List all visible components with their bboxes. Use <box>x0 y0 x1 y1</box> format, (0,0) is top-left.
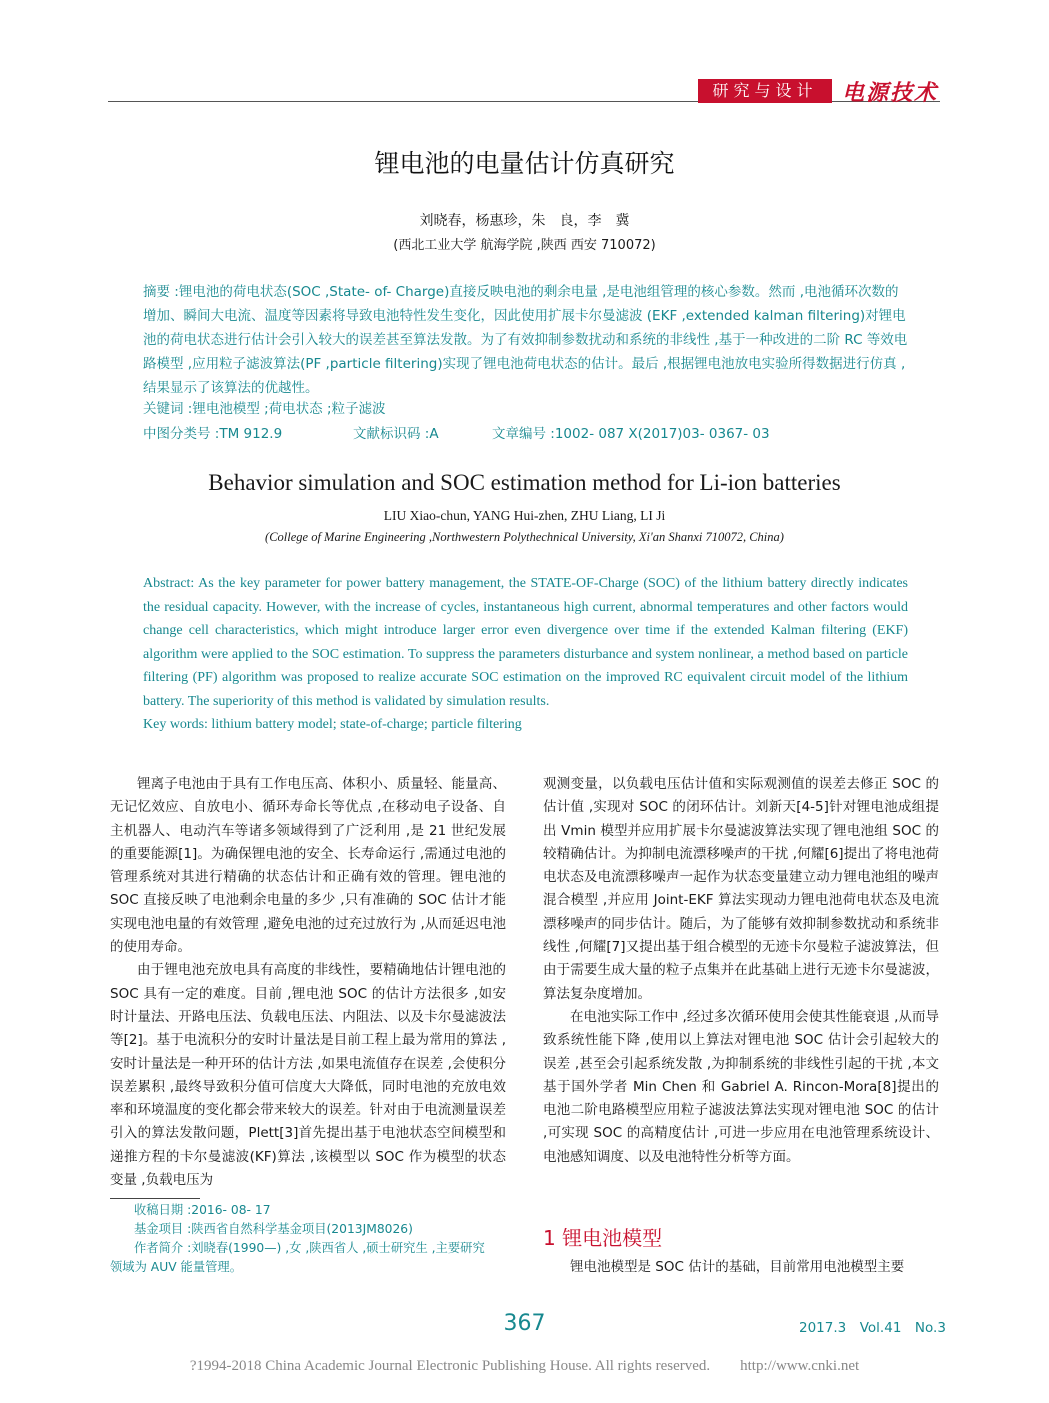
abstract-en: Abstract: As the key parameter for power battery management, the STATE-OF-Charge (SOC) of the lithium battery directly indicates the residual capacity. However, with the increase of cycles, instantaneous high current, abnormal temperatures and other factors would change cell characteristics, which might introduce larger error even divergence over time if the extended Kalman filtering (EKF) algorithm were applied to the SOC estimation. To suppress the parameters disturbance and system nonlinear, a method based on particle filtering (PF) algorithm was proposed to realize accurate SOC estimation on the improved RC equivalent circuit model of the lithium battery. The superiority of this method is validated by simulation results. <box>143 576 908 709</box>
author-bio-cont: 领域为 AUV 能量管理。 <box>110 1260 243 1274</box>
copyright-watermark: ?1994-2018 China Academic Journal Electronic Publishing House. All rights reserved. http://www.cnki.net <box>189 1358 860 1374</box>
footnote-rule <box>110 1198 200 1199</box>
classification-line <box>143 424 908 444</box>
authors: 刘晓春，杨惠珍，朱 良，李 冀 <box>419 213 630 229</box>
section-tag: 研究与设计 <box>698 79 832 103</box>
body-left-column <box>110 773 506 1192</box>
author-bio: 作者简介 :刘晓春(1990—) ,女 ,陕西省人 ,硕士研究生 ,主要研究 <box>134 1241 485 1255</box>
issue-info: 2017.3 Vol.41 No.3 <box>799 1320 946 1336</box>
section-body: 锂电池模型是 SOC 估计的基础，目前常用电池模型主要 <box>570 1259 905 1275</box>
clc-number: 中图分类号 :TM 912.9 <box>143 426 283 442</box>
page-number: 367 <box>503 1311 546 1336</box>
paper-title: 锂电池的电量估计仿真研究 <box>374 149 675 178</box>
keywords-cn: 关键词 :锂电池模型 ;荷电状态 ;粒子滤波 <box>143 401 386 417</box>
body-paragraph: 在电池实际工作中 ,经过多次循环使用会使其性能衰退 ,从而导致系统性能下降 ,使用以上算法对锂电池 SOC 估计会引起较大的误差 ,甚至会引起系统发散 ,为抑制系统的非线性引起的干扰 ,本文基于国外学者 Min Chen 和 Gabriel A. Rincon-Mora[8]提出的电池二阶电路模型应用粒子滤波法算法实现对锂电池 SOC 的估计 ,可实现 SOC 的高精度估计 ,可进一步应用在电池管理系统设计、电池感知调度、以及电池特性分析等方面。 <box>543 1008 939 1165</box>
fund-project: 基金项目 :陕西省自然科学基金项目(2013JM8026) <box>134 1222 413 1236</box>
english-affiliation: (College of Marine Engineering ,Northwestern Polythechnical University, Xi'an Shanxi 710072, China) <box>265 530 784 544</box>
article-number: 文章编号 :1002- 087 X(2017)03- 0367- 03 <box>492 426 770 442</box>
received-date: 收稿日期 :2016- 08- 17 <box>134 1203 271 1217</box>
body-paragraph: 观测变量，以负载电压估计值和实际观测值的误差去修正 SOC 的估计值 ,实现对 SOC 的闭环估计。刘新天[4-5]针对锂电池成组提出 Vmin 模型并应用扩展卡尔曼滤波算法实现了锂电池组 SOC 的较精确估计。为抑制电流漂移噪声的干扰 ,何耀[6]提出了将电池荷电状态及电流漂移噪声一起作为状态变量建立动力锂电池组的噪声混合模型 ,并应用 Joint-EKF 算法实现动力锂电池荷电状态及电流漂移噪声的同步估计。随后，为了能够有效抑制参数扰动和系统非线性 ,何耀[7]又提出基于组合模型的无迹卡尔曼粒子滤波算法，但由于需要生成大量的粒子点集并在此基础上进行无迹卡尔曼滤波，算法复杂度增加。 <box>543 776 939 1002</box>
english-title: Behavior simulation and SOC estimation method for Li-ion batteries <box>208 470 841 495</box>
keywords-en: Key words: lithium battery model; state-of-charge; particle filtering <box>143 717 522 732</box>
section-heading: 1 锂电池模型 <box>543 1226 663 1250</box>
body-paragraph: 锂离子电池由于具有工作电压高、体积小、质量轻、能量高、无记忆效应、自放电小、循环寿命长等优点 ,在移动电子设备、自主机器人、电动汽车等诸多领域得到了广泛利用 ,是 21 世纪发展的重要能源[1]。为确保锂电池的安全、长寿命运行 ,需通过电池的管理系统对其进行精确的状态估计和正确有效的管理。锂电池的 SOC 直接反映了电池剩余电量的多少 ,只有准确的 SOC 估计才能实现电池电量的有效管理 ,避免电池的过充过放行为 ,从而延迟电池的使用寿命。 <box>110 776 506 956</box>
journal-logo: 电源技术 <box>842 80 939 106</box>
english-authors: LIU Xiao-chun, YANG Hui-zhen, ZHU Liang, LI Ji <box>383 508 666 523</box>
footnote <box>110 1201 510 1277</box>
abstract-cn: 摘要 :锂电池的荷电状态(SOC ,State- of- Charge)直接反映电池的剩余电量 ,是电池组管理的核心参数。然而 ,电池循环次数的增加、瞬间大电流、温度等因素将导致电池特性发生变化，因此使用扩展卡尔曼滤波 (EKF ,extended kalman filtering)对锂电池的荷电状态进行估计会引入较大的误差甚至算法发散。为了有效抑制参数扰动和系统的非线性 ,基于一种改进的二阶 RC 等效电路模型 ,应用粒子滤波算法(PF ,particle filtering)实现了锂电池荷电状态的估计。最后 ,根据锂电池放电实验所得数据进行仿真 ,结果显示了该算法的优越性。 <box>143 284 908 396</box>
document-code: 文献标识码 :A <box>353 426 439 442</box>
body-right-column <box>543 773 939 1169</box>
body-paragraph: 由于锂电池充放电具有高度的非线性，要精确地估计锂电池的 SOC 具有一定的难度。目前 ,锂电池 SOC 的估计方法很多 ,如安时计量法、开路电压法、负载电压法、内阻法、以及卡尔曼滤波法等[2]。基于电流积分的安时计量法是目前工程上最为常用的算法 ,安时计量法是一种开环的估计方法 ,如果电流值存在误差 ,会使积分误差累积 ,最终导致积分值可信度大大降低，同时电池的充放电效率和环境温度的变化都会带来较大的误差。针对由于电流测量误差引入的算法发散问题，Plett[3]首先提出基于电池状态空间模型和递推方程的卡尔曼滤波(KF)算法 ,该模型以 SOC 作为模型的状态变量 ,负载电压为 <box>110 962 506 1189</box>
affiliation: (西北工业大学 航海学院 ,陕西 西安 710072) <box>393 238 656 253</box>
